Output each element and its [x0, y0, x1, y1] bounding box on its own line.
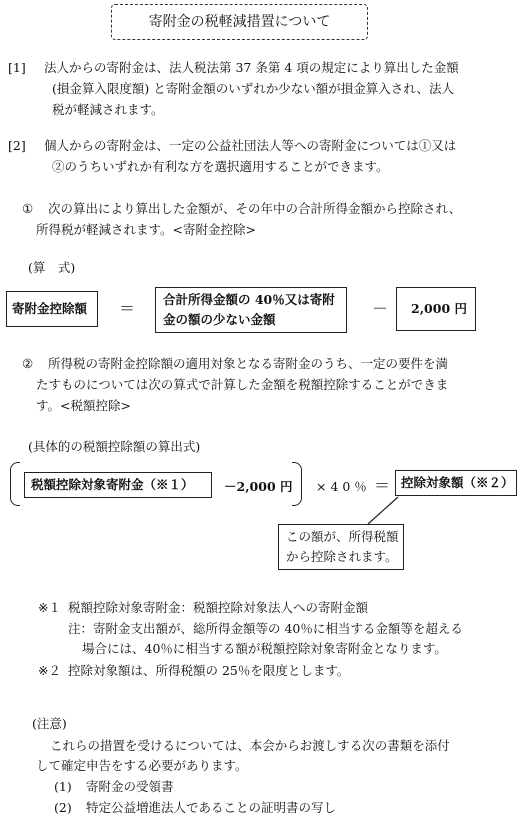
callout-line: から控除されます。 [286, 549, 398, 564]
formula-1-mid-line: 金の額の少ない金額 [163, 312, 276, 327]
section-1-line: 税が軽減されます。 [52, 102, 164, 117]
item-2-line: 所得税の寄附金控除額の適用対象となる寄附金のうち、一定の要件を満 [48, 356, 449, 371]
section-2-line: ②のうちいずれか有利な方を選択適用することができます。 [52, 159, 389, 174]
item-1-marker: ① [22, 201, 34, 216]
callout-line: この額が、所得税額 [286, 529, 399, 544]
note-1-line: 場合には、40％に相当する額が税額控除対象寄附金となります。 [82, 641, 447, 656]
formula-1-minus: － [372, 299, 389, 318]
formula-2-minus-amount: －2,000 円 [224, 479, 293, 494]
caution-item-text: 寄附金の受領書 [86, 779, 174, 794]
item-1-line: 次の算出により算出した金額が、その年中の合計所得金額から控除され、 [48, 201, 462, 216]
section-1-line: (損金算入限度額) と寄附金額のいずれか少ない額が損金算入され、法人 [52, 81, 454, 96]
formula-2-left-label: 税額控除対象寄附金（※１） [31, 477, 194, 492]
note-1-line: 税額控除対象寄附金：税額控除対象法人への寄附金額 [68, 600, 369, 615]
caution-item-marker: (2) [54, 800, 72, 815]
caution-line: これらの措置を受けるについては、本会からお渡しする次の書類を添付 [50, 738, 450, 753]
formula-1-mid-line: 合計所得金額の 40％又は寄附 [163, 292, 335, 307]
section-2-marker: [2] [8, 138, 26, 153]
section-2-line: 個人からの寄附金は、一定の公益社団法人等への寄附金については①又は [44, 138, 457, 153]
note-2 [0, 661, 520, 683]
item-2-line: す。<税額控除> [36, 398, 131, 413]
formula-2-heading: (具体的の税額控除額の算出式) [28, 439, 201, 454]
callout-box [278, 524, 404, 570]
formula-1-left-label: 寄附金控除額 [12, 301, 88, 316]
caution-heading: (注意) [32, 716, 67, 731]
note-1-line: 注：寄附金支出額が、総所得金額等の 40％に相当する金額等を超える [68, 621, 463, 636]
note-1 [0, 598, 520, 662]
formula-2-equals: ＝ [374, 476, 391, 495]
section-1-line: 法人からの寄附金は、法人税法第 37 条第 4 項の規定により算出した金額 [44, 60, 459, 75]
formula-1-heading: (算 式) [28, 260, 76, 275]
caution-line: して確定申告をする必要があります。 [36, 758, 248, 773]
caution-section [0, 714, 520, 818]
formula-2-right-label: 控除対象額（※２） [401, 475, 514, 490]
note-1-marker: ※１ [38, 600, 61, 615]
note-2-marker: ※２ [38, 663, 61, 678]
formula-2-times: × 4 0 ％ [316, 479, 367, 494]
section-1-marker: [1] [8, 60, 26, 75]
caution-item-text: 特定公益増進法人であることの証明書の写し [86, 800, 337, 815]
formula-1-right-label: 2,000 円 [411, 301, 467, 316]
formula-1-equals: ＝ [119, 299, 136, 318]
note-2-line: 控除対象額は、所得税額の 25％を限度とします。 [68, 663, 350, 678]
caution-item-marker: (1) [54, 779, 72, 794]
item-1-line: 所得税が軽減されます。<寄附金控除> [36, 222, 256, 237]
item-2-line: たすものについては次の算式で計算した金額を税額控除することができま [36, 377, 449, 392]
page-title: 寄附金の税軽減措置について [111, 4, 368, 40]
item-2-marker: ② [22, 356, 34, 371]
